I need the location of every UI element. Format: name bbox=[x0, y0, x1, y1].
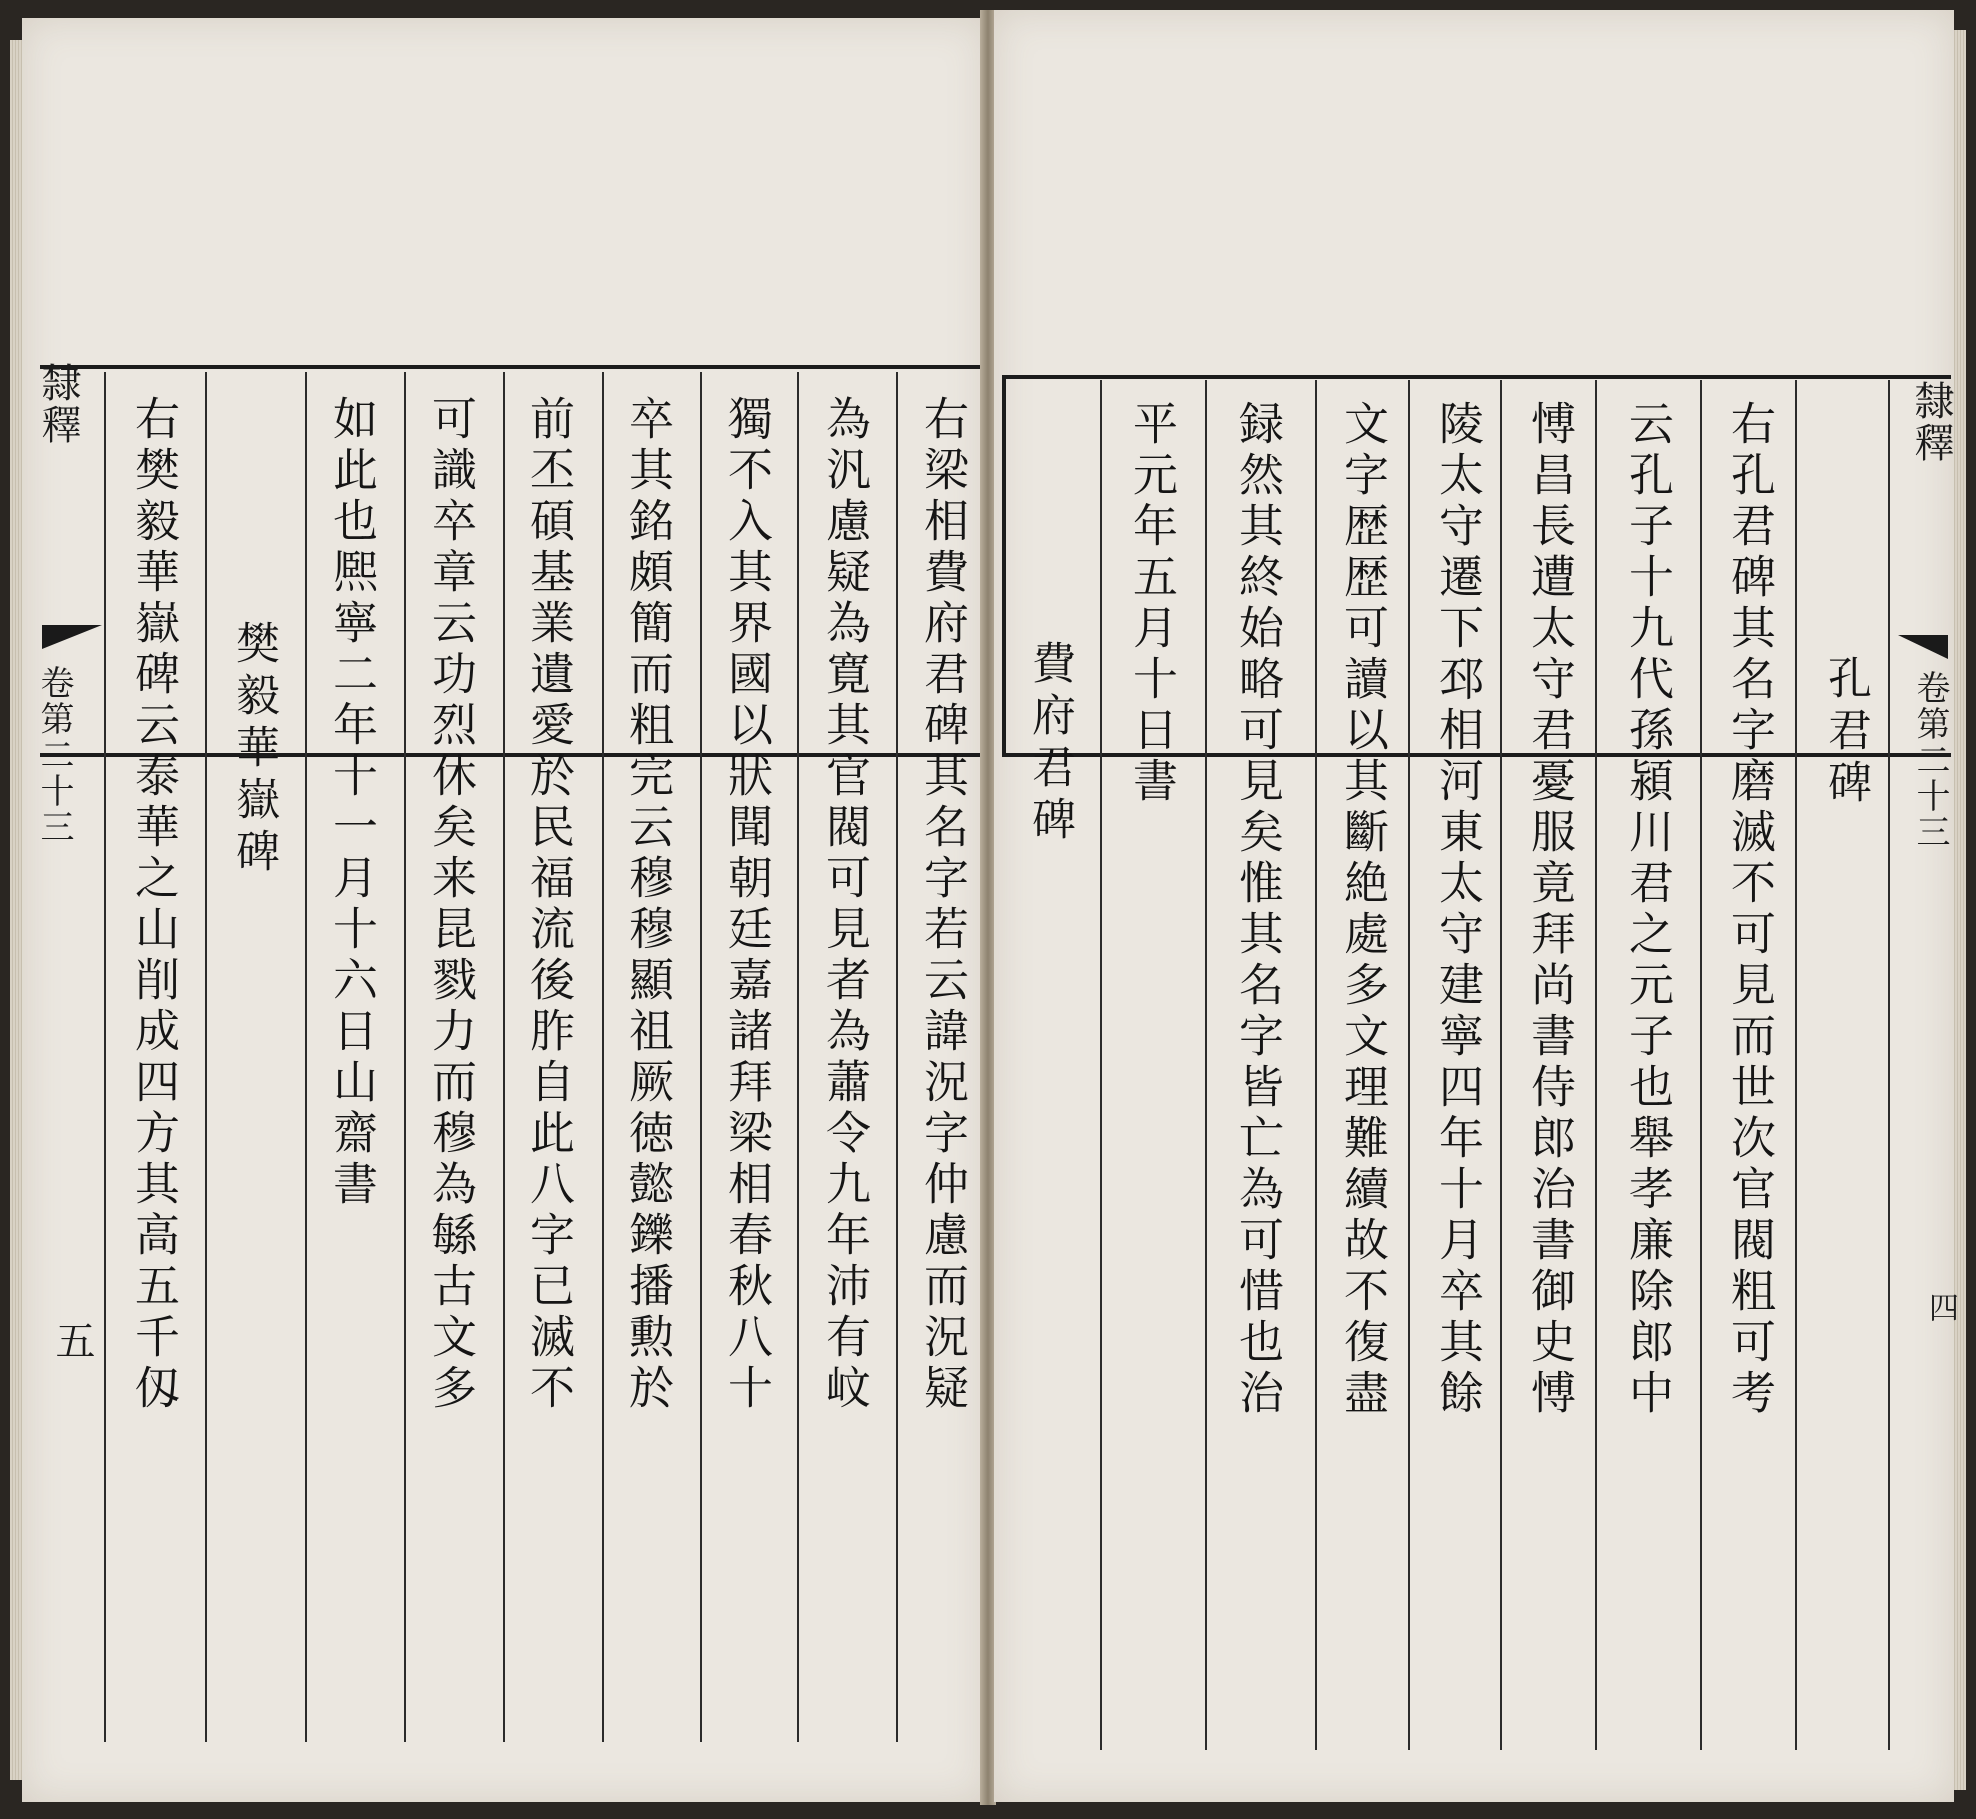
right-stele-heading-2: 費府君碑 bbox=[1024, 640, 1075, 848]
left-margin-page-number: 五 bbox=[49, 1320, 95, 1362]
column-rule bbox=[1408, 380, 1410, 1750]
right-text-column-6: 文字歴歴可讀以其斷絶處多文理難續故不復盡 bbox=[1336, 400, 1389, 1420]
column-rule bbox=[1205, 380, 1207, 1750]
right-text-column-2: 右孔君碑其名字磨滅不可見而世次官閥粗可考 bbox=[1723, 400, 1776, 1420]
column-rule bbox=[700, 372, 702, 1742]
left-text-column-1: 右梁相費府君碑其名字若云諱況字仲慮而況疑 bbox=[916, 395, 969, 1415]
right-stele-heading: 孔君碑 bbox=[1820, 655, 1871, 811]
column-rule bbox=[503, 372, 505, 1742]
column-rule bbox=[305, 372, 307, 1742]
right-text-column-4: 愽昌長遭太守君憂服竟拜尚書侍郎治書御史愽 bbox=[1523, 400, 1576, 1420]
right-margin-page-number: 四 bbox=[1923, 1292, 1958, 1324]
left-margin-book-title: 隸釋 bbox=[35, 362, 81, 446]
column-rule bbox=[602, 372, 604, 1742]
left-text-column-6: 可識卒章云功烈休矣来昆戮力而穆為緐古文多 bbox=[424, 395, 477, 1415]
right-margin-volume: 卷第二十三 bbox=[1910, 670, 1950, 850]
left-text-column-7: 如此也熈寧二年十一月十六日山齋書 bbox=[325, 395, 378, 1211]
right-text-column-5: 陵太守遷下邳相河東太守建寧四年十月卒其餘 bbox=[1431, 400, 1484, 1420]
column-rule bbox=[1595, 380, 1597, 1750]
left-text-column-4: 卒其銘頗簡而粗完云穆穆顯祖厥徳懿鑠播勲於 bbox=[621, 395, 674, 1415]
page-edges-right bbox=[1952, 30, 1966, 1790]
column-rule bbox=[404, 372, 406, 1742]
right-text-column-3: 云孔子十九代孫潁川君之元子也舉孝廉除郎中 bbox=[1621, 400, 1674, 1420]
column-rule bbox=[797, 372, 799, 1742]
left-text-column-2: 為汎慮疑為寛其官閥可見者為蕭令九年沛有㞶 bbox=[818, 395, 871, 1415]
column-rule bbox=[104, 372, 106, 1742]
column-rule bbox=[1700, 380, 1702, 1750]
column-rule bbox=[1500, 380, 1502, 1750]
left-text-column-9: 右樊毅華嶽碑云泰華之山削成四方其高五千仭 bbox=[127, 395, 180, 1415]
column-rule bbox=[1795, 380, 1797, 1750]
right-text-column-7: 録然其終始略可見矣惟其名字皆亡為可惜也治 bbox=[1231, 400, 1284, 1420]
column-rule bbox=[1100, 380, 1102, 1750]
column-rule bbox=[205, 372, 207, 1742]
right-margin-book-title: 隸釋 bbox=[1908, 380, 1954, 464]
column-rule bbox=[1315, 380, 1317, 1750]
right-text-column-8: 平元年五月十日書 bbox=[1125, 400, 1178, 808]
left-margin-volume: 卷第二十三 bbox=[34, 665, 74, 845]
column-rule bbox=[1888, 380, 1890, 1750]
left-text-column-5: 前丕碩基業遺愛於民福流後胙自此八字已滅不 bbox=[522, 395, 575, 1415]
left-text-column-3: 獨不入其界國以狀聞朝廷嘉諸拜梁相春秋八十 bbox=[720, 395, 773, 1415]
column-rule bbox=[896, 372, 898, 1742]
left-stele-heading: 樊毅華嶽碑 bbox=[228, 620, 279, 880]
